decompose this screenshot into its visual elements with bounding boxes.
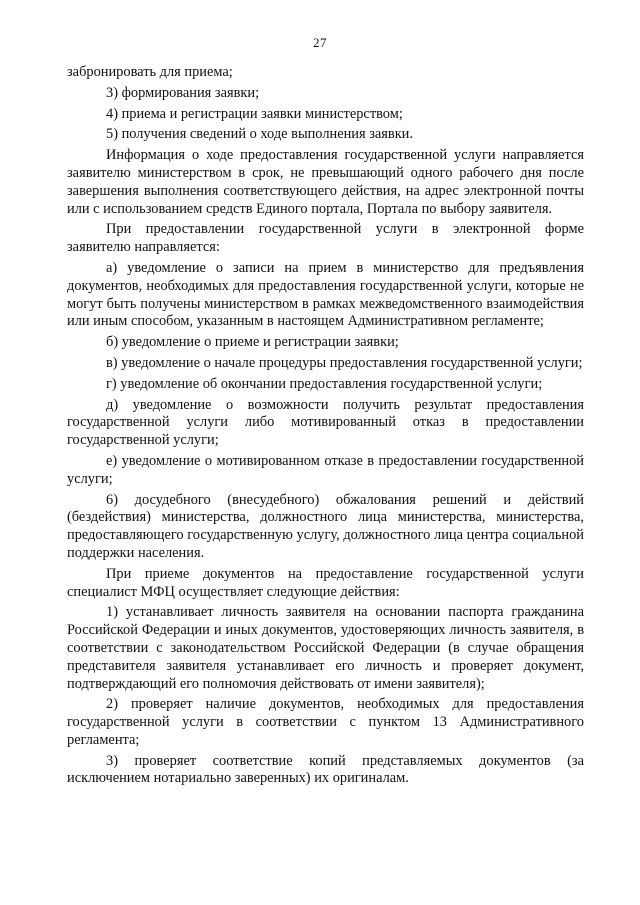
paragraph-mfc-actions: При приеме документов на предоставление государственной услуги специалист МФЦ осуществляет следующие действия: xyxy=(67,565,584,600)
mfc-action-2: 2) проверяет наличие документов, необходимых для предоставления государственной услуги в соответствии с пунктом 13 Административного регламента; xyxy=(67,696,584,748)
list-item-a: а) уведомление о записи на прием в министерство для предъявления документов, необходимых для предоставления государственной услуги, которые не могут быть получены министерством в рамках межведомственного взаимодействия или иным способом, указанным в настоящем Административном регламенте; xyxy=(67,259,584,330)
list-item-d: д) уведомление о возможности получить результат предоставления государственной услуги либо мотивированный отказ в предоставлении государственной услуги; xyxy=(67,396,584,449)
list-item-4: 4) приема и регистрации заявки министерством; xyxy=(106,105,403,122)
mfc-action-3: 3) проверяет соответствие копий представляемых документов (за исключением нотариально заверенных) их оригиналам. xyxy=(67,752,584,787)
list-item-g: г) уведомление об окончании предоставления государственной услуги; xyxy=(106,375,543,392)
list-item-6: 6) досудебного (внесудебного) обжалования решений и действий (бездействия) министерства, должностного лица министерства, министерства, предоставляющего государственную услугу, должностного лица центра социальной поддержки населения. xyxy=(67,491,584,561)
mfc-action-1: 1) устанавливает личность заявителя на основании паспорта гражданина Российской Федерации и иных документов, удостоверяющих личность заявителя, в соответствии с законодательством Российской Федерации (в случае обращения представителя заявителя устанавливает его личность и проверяет документ, подтверждающий его полномочия действовать от имени заявителя); xyxy=(67,604,584,692)
list-item-b: б) уведомление о приеме и регистрации заявки; xyxy=(106,334,399,351)
page-number: 27 xyxy=(313,35,327,50)
list-item-v: в) уведомление о начале процедуры предоставления государственной услуги; xyxy=(106,354,583,371)
list-item-5: 5) получения сведений о ходе выполнения заявки. xyxy=(106,126,413,143)
list-item-e: е) уведомление о мотивированном отказе в предоставлении государственной услуги; xyxy=(67,452,584,487)
paragraph-information: Информация о ходе предоставления государственной услуги направляется заявителю министерством в срок, не превышающий одного рабочего дня после завершения выполнения соответствующего действия, на адрес электронной почты или с использованием средств Единого портала, Портала по выбору заявителя. xyxy=(67,147,584,217)
list-item-3: 3) формирования заявки; xyxy=(106,84,260,101)
paragraph-continuation: забронировать для приема; xyxy=(67,64,233,80)
document-body xyxy=(67,64,584,791)
paragraph-electronic-form: При предоставлении государственной услуги в электронной форме заявителю направляется: xyxy=(67,221,584,256)
